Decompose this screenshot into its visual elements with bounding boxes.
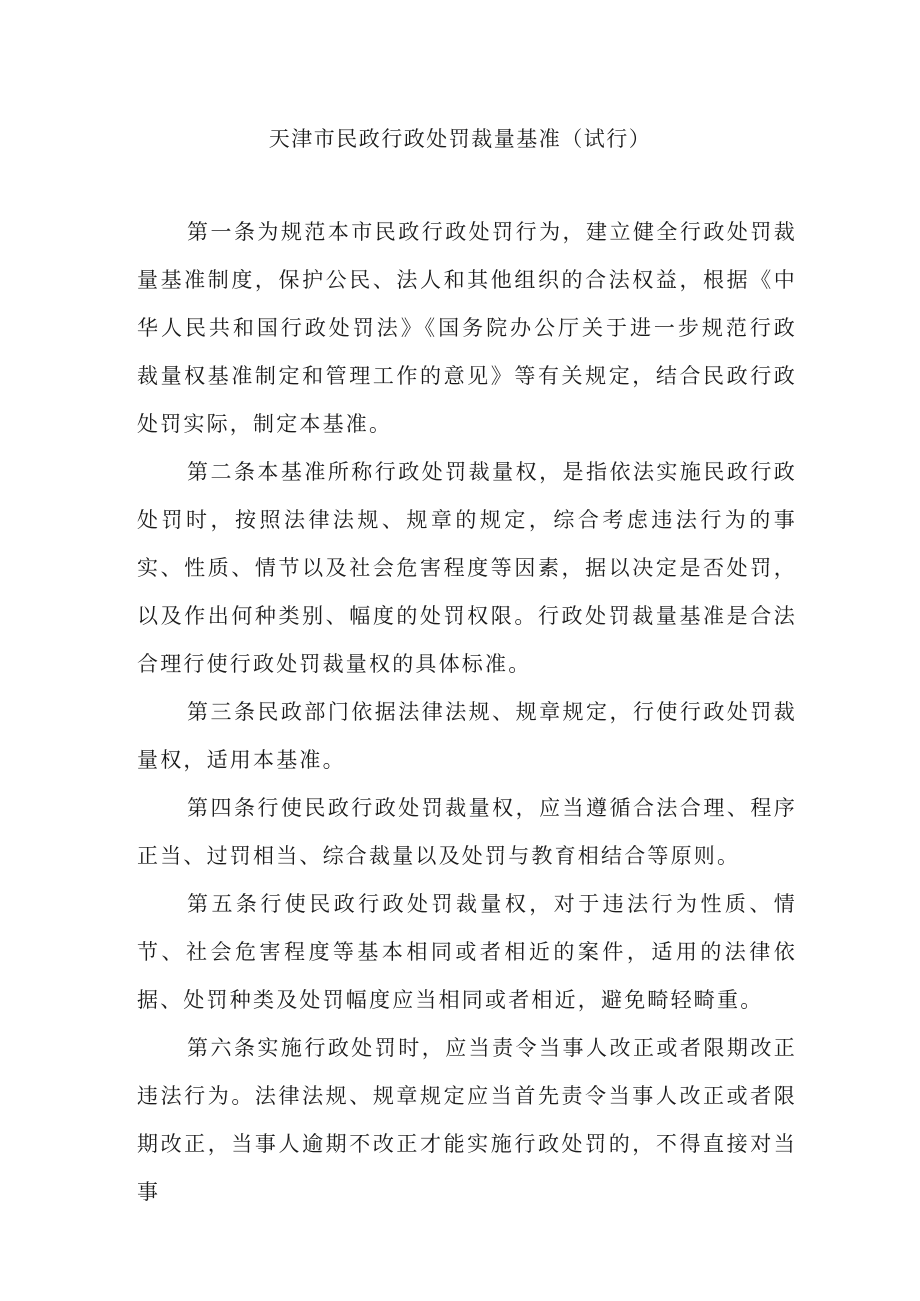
article-6-paragraph: 第六条实施行政处罚时，应当责令当事人改正或者限期改正违法行为。法律法规、规章规定应当首先责令当事人改正或者限期改正，当事人逾期不改正才能实施行政处罚的，不得直接对当事 bbox=[137, 1036, 797, 1204]
document-body bbox=[137, 208, 797, 1216]
article-1-paragraph: 第一条为规范本市民政行政处罚行为，建立健全行政处罚裁量基准制度，保护公民、法人和其他组织的合法权益，根据《中华人民共和国行政处罚法》《国务院办公厅关于进一步规范行政裁量权基准制定和管理工作的意见》等有关规定，结合民政行政处罚实际，制定本基准。 bbox=[137, 220, 797, 436]
article-3-paragraph: 第三条民政部门依据法律法规、规章规定，行使行政处罚裁量权，适用本基准。 bbox=[137, 700, 797, 772]
article-4-paragraph: 第四条行使民政行政处罚裁量权，应当遵循合法合理、程序正当、过罚相当、综合裁量以及处罚与教育相结合等原则。 bbox=[137, 796, 797, 868]
document-title: 天津市民政行政处罚裁量基准（试行） bbox=[268, 127, 652, 151]
article-2-paragraph: 第二条本基准所称行政处罚裁量权，是指依法实施民政行政处罚时，按照法律法规、规章的规定，综合考虑违法行为的事实、性质、情节以及社会危害程度等因素，据以决定是否处罚，以及作出何种类别、幅度的处罚权限。行政处罚裁量基准是合法合理行使行政处罚裁量权的具体标准。 bbox=[137, 460, 797, 676]
article-5-paragraph: 第五条行使民政行政处罚裁量权，对于违法行为性质、情节、社会危害程度等基本相同或者相近的案件，适用的法律依据、处罚种类及处罚幅度应当相同或者相近，避免畸轻畸重。 bbox=[137, 892, 797, 1012]
